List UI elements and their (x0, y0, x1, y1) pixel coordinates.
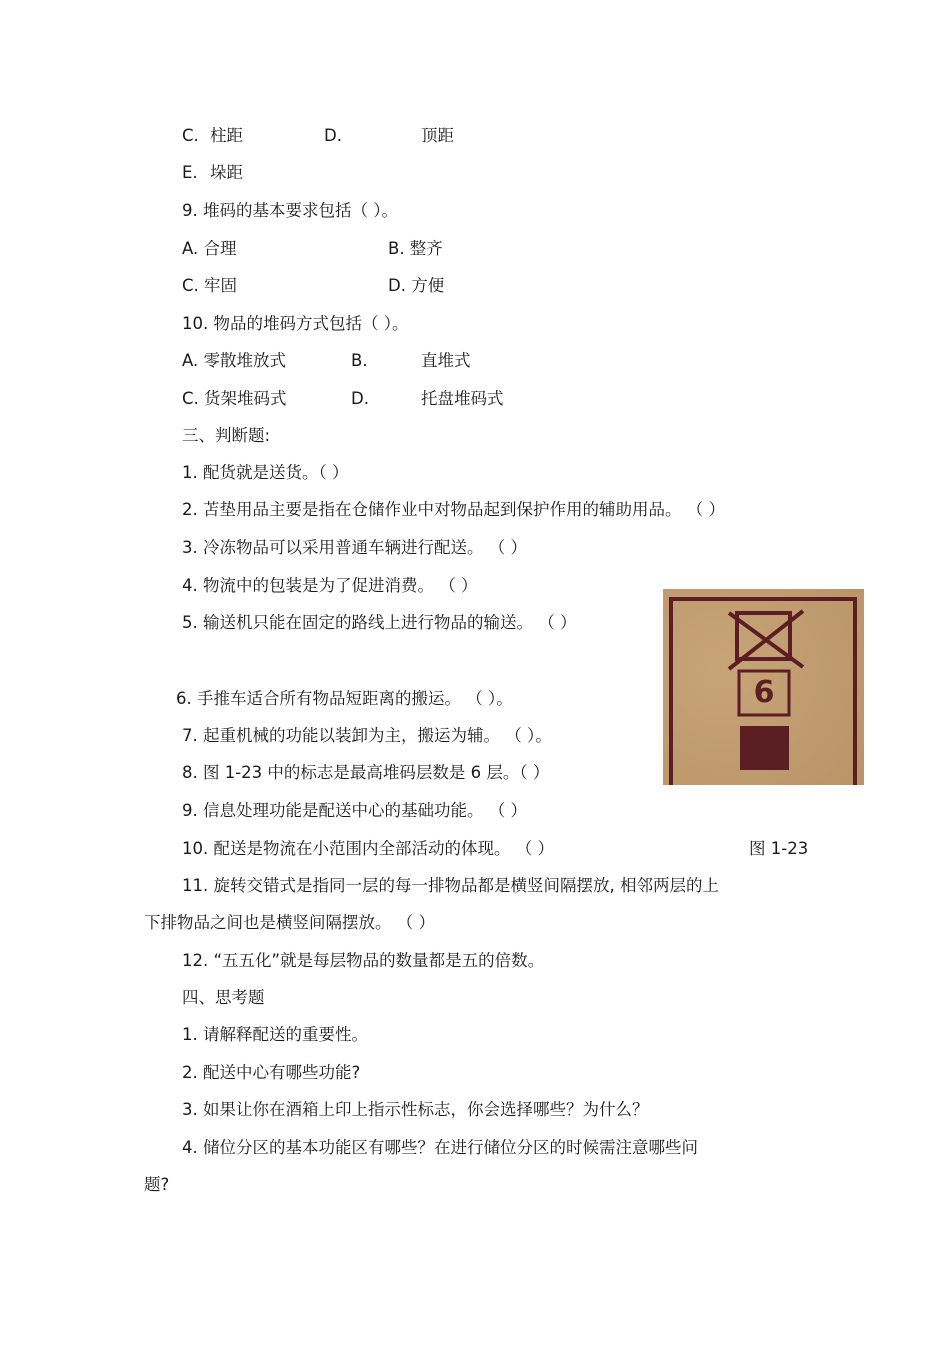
tf-item-11: 11. 旋转交错式是指同一层的每一排物品都是横竖间隔摆放, 相邻两层的上 (182, 876, 719, 895)
figure-caption: 图 1-23 (749, 839, 809, 858)
tf-item-6: 6. 手推车适合所有物品短距离的搬运。 （ ）。 (176, 689, 513, 708)
q8-option-d-text: 顶距 (421, 126, 454, 145)
q10-option-a: A. 零散堆放式 (182, 351, 286, 370)
think-item-4-cont: 题? (144, 1175, 170, 1194)
q9-option-a: A. 合理 (182, 239, 237, 258)
tf-item-1: 1. 配货就是送货。（ ） (182, 463, 349, 482)
stacking-limit-mark-image (663, 589, 864, 785)
tf-item-2: 2. 苫垫用品主要是指在仓储作业中对物品起到保护作用的辅助用品。 （ ） (182, 500, 725, 519)
think-item-2: 2. 配送中心有哪些功能? (182, 1063, 361, 1082)
think-item-4: 4. 储位分区的基本功能区有哪些？在进行储位分区的时候需注意哪些问 (182, 1138, 698, 1157)
q8-option-c: C. (182, 126, 199, 145)
q10-option-b-text: 直堆式 (421, 351, 471, 370)
tf-item-5: 5. 输送机只能在固定的路线上进行物品的输送。 （ ） (182, 613, 577, 632)
stack-number-label: 6 (753, 675, 775, 710)
tf-item-3: 3. 冷冻物品可以采用普通车辆进行配送。 （ ） (182, 538, 527, 557)
q8-option-e: E. (182, 163, 198, 182)
think-item-1: 1. 请解释配送的重要性。 (182, 1025, 368, 1044)
q10-stem: 10. 物品的堆码方式包括（ ）。 (182, 314, 409, 333)
tf-item-9: 9. 信息处理功能是配送中心的基础功能。 （ ） (182, 801, 527, 820)
q10-option-d-text: 托盘堆码式 (421, 389, 504, 408)
q8-option-d: D. (324, 126, 342, 145)
tf-item-8: 8. 图 1-23 中的标志是最高堆码层数是 6 层。（ ） (182, 763, 550, 782)
tf-item-10: 10. 配送是物流在小范围内全部活动的体现。 （ ） (182, 839, 554, 858)
q10-option-c: C. 货架堆码式 (182, 389, 287, 408)
q9-stem: 9. 堆码的基本要求包括（ ）。 (182, 201, 398, 220)
q9-option-b: B. 整齐 (388, 239, 443, 258)
tf-item-4: 4. 物流中的包装是为了促进消费。 （ ） (182, 576, 478, 595)
tf-item-12: 12. “五五化”就是每层物品的数量都是五的倍数。 (182, 951, 545, 970)
tf-item-11-cont: 下排物品之间也是横竖间隔摆放。 （ ） (144, 913, 435, 932)
q9-option-d: D. 方便 (388, 276, 445, 295)
q9-option-c: C. 牢固 (182, 276, 238, 295)
q8-option-c-text: 柱距 (210, 126, 243, 145)
q10-option-b: B. (351, 351, 368, 370)
section3-title: 三、判断题: (182, 426, 271, 445)
q8-option-e-text: 垛距 (210, 163, 243, 182)
q10-option-d: D. (351, 389, 369, 408)
section4-title: 四、思考题 (182, 988, 265, 1007)
think-item-3: 3. 如果让你在酒箱上印上指示性标志，你会选择哪些？为什么？ (182, 1100, 649, 1119)
tf-item-7: 7. 起重机械的功能以装卸为主，搬运为辅。 （ ）。 (182, 726, 552, 745)
